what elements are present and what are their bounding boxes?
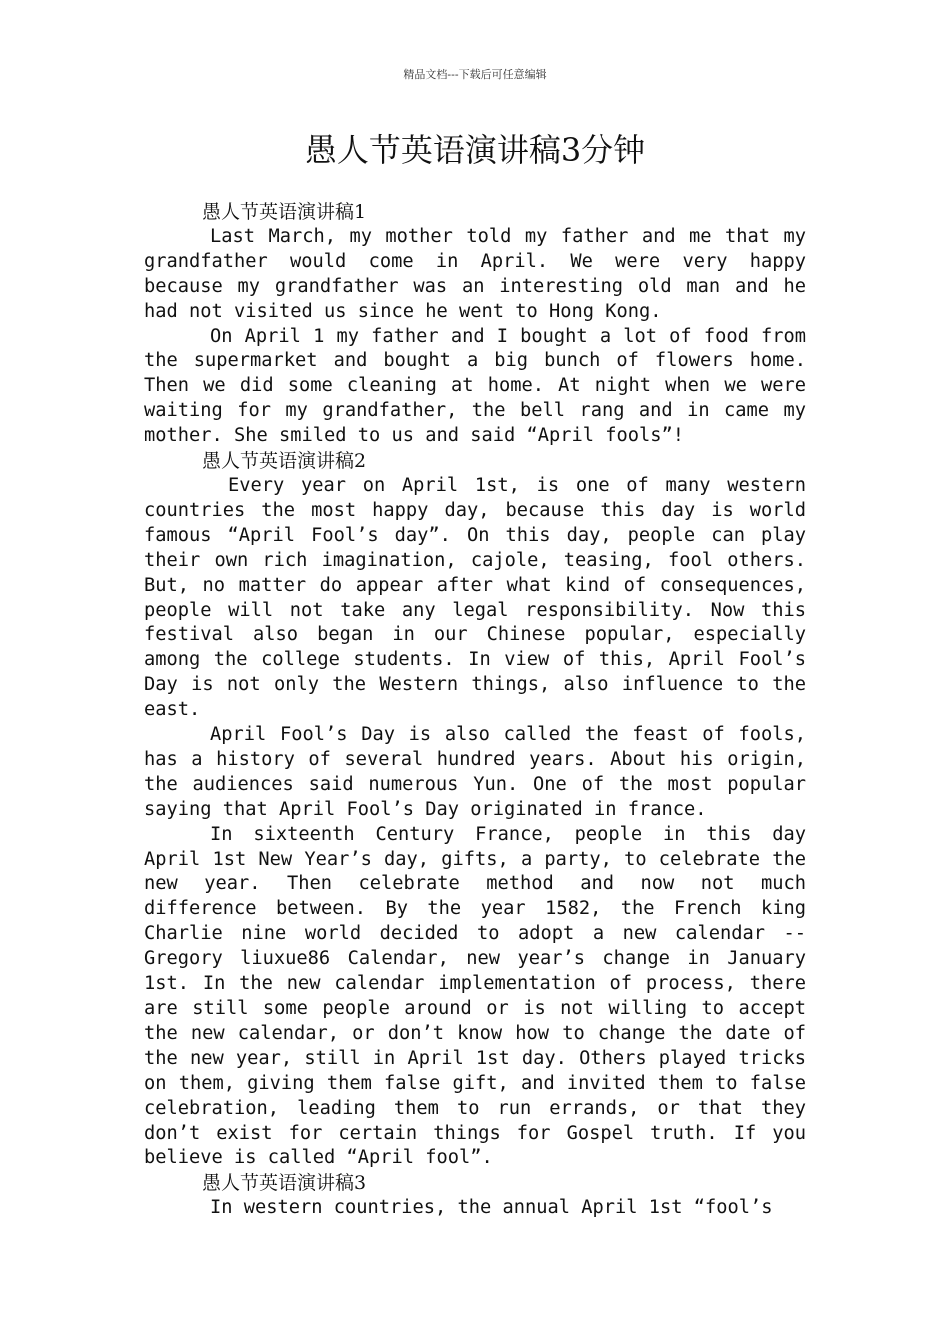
section-heading: 愚人节英语演讲稿3 [202,1172,367,1195]
paragraph: Every year on April 1st, is one of many western countries the most happy day, because this day is world famous “April Fool’s day”. On this day, people can play their own rich imagination, cajole, teasing, fool others. But, no matter do appear after what kind of consequences, people will not take any legal responsibility. Now this festival also began in our Chinese popular, especially among the college students. In view of this, April Fool’s Day is not only the Western things, also influence to the east. [144,474,806,721]
paragraph: In sixteenth Century France, people in this day April 1st New Year’s day, gifts, a party, to celebrate the new year. Then celebrate method and now not much difference between. By the year 1582, the French king Charlie nine world decided to adopt a new calendar -- Gregory liuxue86 Calendar, new year’s change in January 1st. In the new calendar implementation of process, there are still some people around or is not willing to accept the new calendar, or don’t know how to change the date of the new year, still in April 1st day. Others played tricks on them, giving them false gift, and invited them to false celebration, leading them to run errands, or that they don’t exist for certain things for Gospel truth. If you believe is called “April fool”. [144,823,806,1169]
paragraph: Last March, my mother told my father and me that my grandfather would come in April. We were very happy because my grandfather was an interesting old man and he had not visited us since he went to Hong Kong. [144,225,806,322]
document-body [144,200,806,1221]
paragraph: On April 1 my father and I bought a lot of food from the supermarket and bought a big bunch of flowers home. Then we did some cleaning at home. At night when we were waiting for my grandfather, the bell rang and in came my mother. She smiled to us and said “April fools”! [144,325,806,447]
section-heading: 愚人节英语演讲稿2 [202,450,367,473]
paragraph: In western countries, the annual April 1st “fool’s [210,1197,773,1219]
header-note: 精品文档---下载后可任意编辑 [403,68,547,81]
section-heading: 愚人节英语演讲稿1 [202,201,367,223]
paragraph: April Fool’s Day is also called the feast of fools, has a history of several hundred years. About his origin, the audiences said numerous Yun. One of the most popular saying that April Fool’s Day originated in france. [144,724,806,820]
document-title: 愚人节英语演讲稿3分钟 [304,131,646,169]
